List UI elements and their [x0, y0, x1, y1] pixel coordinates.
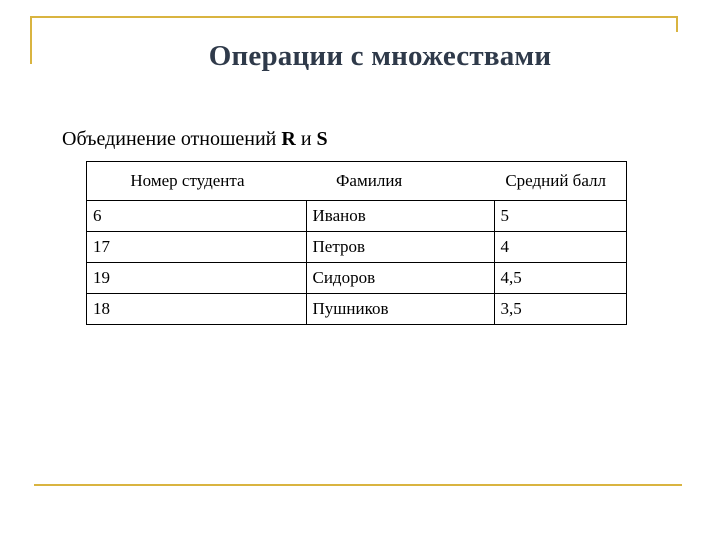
table-header-row	[87, 162, 627, 201]
cell-average-grade: 4	[494, 232, 627, 263]
cell-student-number: 6	[87, 201, 307, 232]
cell-surname: Сидоров	[306, 263, 494, 294]
subtitle-and: и	[295, 128, 317, 150]
subtitle-relation-s: S	[316, 128, 328, 150]
table-row	[87, 294, 627, 325]
cell-average-grade: 3,5	[494, 294, 627, 325]
slide-title: Операции с множествами	[208, 40, 552, 72]
subtitle-relation-r: R	[281, 128, 296, 150]
cell-student-number: 19	[87, 263, 307, 294]
cell-average-grade: 4,5	[494, 263, 627, 294]
cell-surname: Иванов	[306, 201, 494, 232]
frame-bottom-line	[34, 484, 682, 486]
cell-average-grade: 5	[494, 201, 627, 232]
table-row	[87, 201, 627, 232]
slide-subtitle	[62, 128, 328, 151]
subtitle-prefix: Объединение отношений	[62, 128, 282, 150]
cell-student-number: 17	[87, 232, 307, 263]
table-row	[87, 232, 627, 263]
cell-surname: Пушников	[306, 294, 494, 325]
frame-top-line	[30, 16, 678, 18]
union-table	[86, 161, 627, 325]
cell-student-number: 18	[87, 294, 307, 325]
cell-surname: Петров	[306, 232, 494, 263]
header-student-number: Номер студента	[87, 162, 307, 201]
header-average-grade: Средний балл	[494, 162, 627, 201]
header-surname: Фамилия	[306, 162, 494, 201]
table-row	[87, 263, 627, 294]
frame-right-line	[676, 16, 678, 32]
